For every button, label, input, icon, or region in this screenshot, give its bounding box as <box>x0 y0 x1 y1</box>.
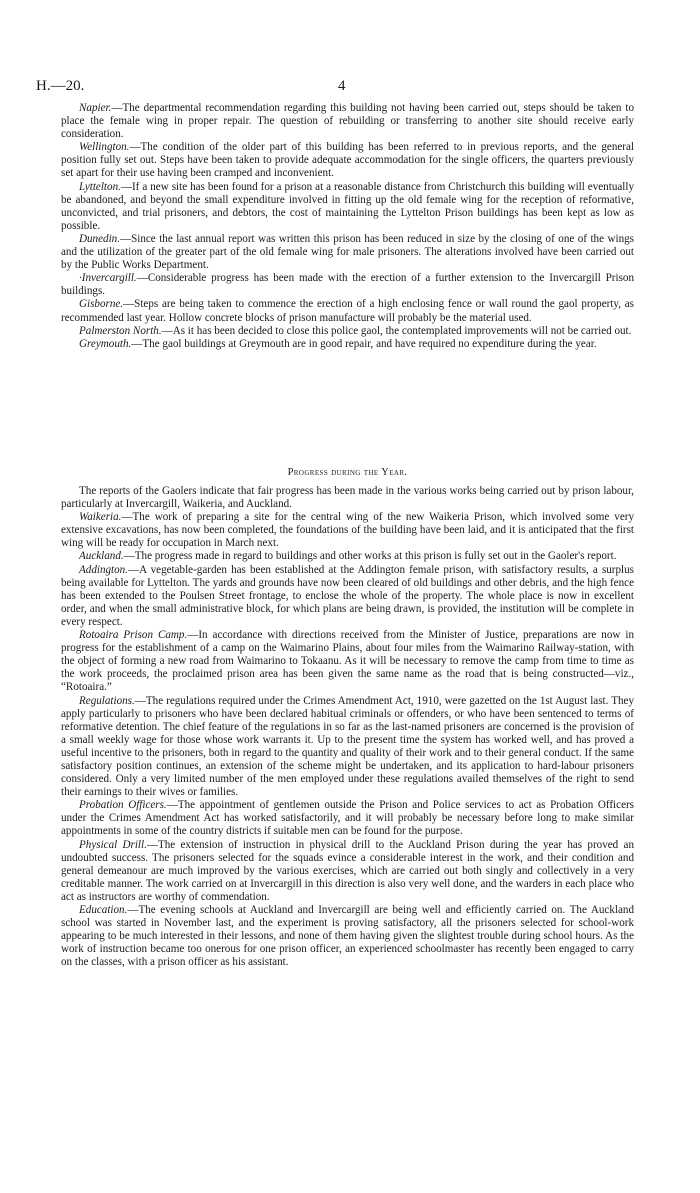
paragraph <box>61 485 634 511</box>
paragraph-lead: Regulations. <box>79 694 135 707</box>
paragraph-lead: Education. <box>79 904 128 916</box>
paragraph-lead: Dunedin. <box>79 232 120 245</box>
paragraph-lead: Greymouth. <box>79 337 132 350</box>
institutions-section <box>61 102 634 351</box>
paragraph-lead: Gisborne. <box>79 298 124 311</box>
paragraph-text: —The progress made in regard to buildings and other works at this prison is fully set out in the Gaoler's report. <box>123 550 617 563</box>
paragraph-text: —If a new site has been found for a prison at a reasonable distance from Christchurch this building will eventually be abandoned, and beyond the small expenditure involved in fitting up the old female wing for the reception of reformative, unconvicted, and trial prisoners, and debtors, the cost of maintaining the Lyttelton Prison buildings has been kept as low as possible. <box>61 180 634 232</box>
document-reference: H.—20. <box>36 78 85 94</box>
paragraph-text: —A vegetable-garden has been established at the Addington female prison, with satisfactory results, a surplus being available for Lyttelton. The yards and grounds have now been cleared of old buildings and other debris, and the high fence has been extended to the Poulsen Street frontage, to enclose the whole of the property. The whole place is now in excellent order, and when the small administrative block, for which plans are being drawn, is provided, the institution will be complete in every respect. <box>61 563 634 628</box>
paragraph <box>61 904 634 969</box>
paragraph-lead: Lyttelton. <box>79 180 121 193</box>
paragraph-lead: Waikeria. <box>79 511 122 524</box>
paragraph-lead: Auckland. <box>79 550 124 563</box>
paragraph-lead: Palmerston North. <box>79 324 162 337</box>
paragraph-lead: Probation Officers. <box>79 799 167 812</box>
paragraph-text: —The extension of instruction in physical drill to the Auckland Prison during the year has proved an undoubted success. The prisoners selected for the squads evince a considerable interest in the work, and their condition and general demeanour are much improved by the various exercises, which are carried out both singly and collectively in a very creditable manner. The work carried on at Invercargill in this direction is also very well done, and the warders in each place who act as instructors are worthy of commendation. <box>61 838 634 903</box>
paragraph-lead: Wellington. <box>79 141 130 154</box>
paragraph-text: —As it has been decided to close this police gaol, the contemplated improvements will not be carried out. <box>161 324 632 337</box>
paragraph <box>61 102 634 141</box>
paragraph-text: —The departmental recommendation regarding this building not having been carried out, steps should be taken to place the female wing in proper repair. The question of rebuilding or transferring to another site should receive early consideration. <box>61 102 634 141</box>
progress-section <box>61 485 634 969</box>
section-heading <box>61 467 634 478</box>
paragraph <box>61 272 634 298</box>
paragraph <box>61 233 634 272</box>
paragraph-text: —Since the last annual report was written this prison has been reduced in size by the closing of one of the wings and the utilization of the greater part of the old female wing for male prisoners. The alterations involved have been carried out by the Public Works Department. <box>61 232 634 272</box>
paragraph-text: —The regulations required under the Crimes Amendment Act, 1910, were gazetted on the 1st August last. They apply particularly to prisoners who have been declared habitual criminals or offenders, or who have been sentenced to terms of reformative detention. The chief feature of the regulations in so far as the last-named prisoners are concerned is the provision of a small weekly wage for those whose work warrants it. Up to the present time the system has worked well, and has proved a useful incentive to the prisoners, both in regard to the quantity and quality of their work and to their general conduct. If the same satisfactory position continues, an extension of the scheme might be undertaken, and its application to hard-labour prisoners considered. Only a very limited number of the men employed under these regulations availed themselves of the right to send their earnings to their wives or families. <box>61 694 634 799</box>
paragraph <box>61 511 634 550</box>
paragraph <box>61 695 634 800</box>
paragraph-lead: Napier. <box>79 102 112 114</box>
paragraph-text: —The work of preparing a site for the central wing of the new Waikeria Prison, which involved some very extensive excavations, has now been completed, the foundations of the building have been laid, and it is anticipated that the first wing will be ready for occupation in March next. <box>61 511 634 550</box>
paragraph <box>61 839 634 904</box>
page-header <box>36 78 630 96</box>
paragraph <box>61 629 634 694</box>
paragraph <box>61 564 634 629</box>
paragraph <box>61 181 634 233</box>
paragraph <box>61 550 634 563</box>
paragraph <box>61 298 634 324</box>
paragraph <box>61 338 634 351</box>
paragraph-text: —The appointment of gentlemen outside the Prison and Police services to act as Probation Officers under the Crimes Amendment Act has worked satisfactorily, and it will probably be necessary before long to make similar appointments in some of the country districts if suitable men can be found for the purpose. <box>61 799 635 838</box>
paragraph-text: —The gaol buildings at Greymouth are in good repair, and have required no expenditure during the year. <box>131 337 597 350</box>
paragraph <box>61 325 634 338</box>
paragraph-lead: Rotoaira Prison Camp. <box>79 629 188 642</box>
paragraph-text: —The evening schools at Auckland and Invercargill are being well and efficiently carried on. The Auckland school was started in November last, and the experiment is proving satisfactory, all the prisoners selected for school-work appearing to be much interested in their lessons, and none of them having given the slightest trouble during school hours. As the work of instruction became too onerous for one prison officer, an experienced schoolmaster has recently been engaged to carry on the classes, with a prison officer as his assistant. <box>61 904 634 969</box>
paragraph-text: —Steps are being taken to commence the erection of a high enclosing fence or wall round the gaol property, as recommended last year. Hollow concrete blocks of prison manufacture will probably be the material used. <box>61 298 634 324</box>
section-heading-text: Progress during the Year. <box>287 467 408 478</box>
paragraph <box>61 799 634 838</box>
paragraph-lead: Addington. <box>79 563 128 576</box>
paragraph-text: The reports of the Gaolers indicate that fair progress has been made in the various works being carried out by prison labour, particularly at Invercargill, Waikeria, and Auckland. <box>61 485 634 511</box>
paragraph-text: —In accordance with directions received from the Minister of Justice, preparations are now in progress for the establishment of a camp on the Waimarino Plains, about four miles from the Waimarino Railway-station, with the object of forming a new road from Waimarino to Tokaanu. As it will be necessary to remove the camp from time to time as the work proceeds, the proclaimed prison area has been given the same name as the road that is being constructed—viz., “Rotoaira.” <box>61 629 634 694</box>
paragraph-lead: Physical Drill. <box>79 838 147 851</box>
paragraph-lead: ·Invercargill. <box>79 272 137 285</box>
page-number: 4 <box>338 78 346 94</box>
paragraph-text: —The condition of the older part of this building has been referred to in previous reports, and the general position fully set out. Steps have been taken to provide adequate accommodation for the single officers, the quarters previously set apart for their use having been cramped and inconvenient. <box>61 141 634 180</box>
paragraph <box>61 141 634 180</box>
paragraph-text: —Considerable progress has been made with the erection of a further extension to the Invercargill Prison buildings. <box>61 272 634 298</box>
